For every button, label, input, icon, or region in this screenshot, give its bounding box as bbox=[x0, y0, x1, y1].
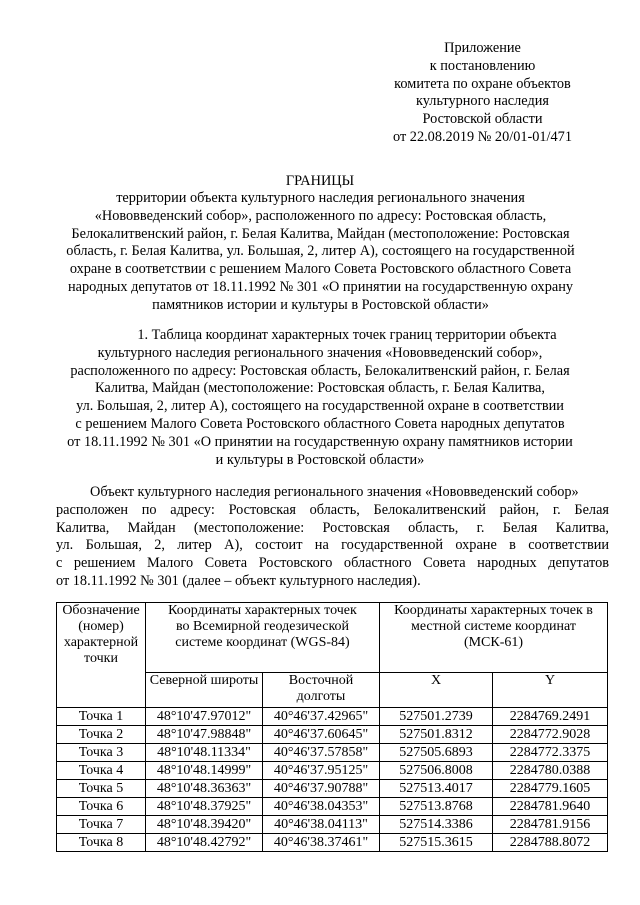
lon-cell: 40°46'37.90788" bbox=[263, 780, 380, 798]
section-line: от 18.11.1992 № 301 «О принятии на государственную охрану памятников истории bbox=[67, 433, 573, 450]
point-cell: Точка 8 bbox=[57, 834, 146, 852]
north-header: Северной широты bbox=[146, 673, 263, 708]
paragraph-line: Объект культурного наследия регионального значения «Нововведенский собор» bbox=[90, 484, 579, 500]
y-cell: 2284781.9640 bbox=[493, 798, 608, 816]
x-header: X bbox=[380, 673, 493, 708]
subtitle-line: охране в соответствии с решением Малого Совета Ростовского областного Совета bbox=[69, 261, 572, 278]
lat-cell: 48°10'48.37925" bbox=[146, 798, 263, 816]
point-cell: Точка 5 bbox=[57, 780, 146, 798]
appendix-line: к постановлению bbox=[429, 57, 536, 74]
subtitle-line: памятников истории и культуры в Ростовской области» bbox=[152, 296, 489, 313]
point-cell: Точка 7 bbox=[57, 816, 146, 834]
y-cell: 2284772.9028 bbox=[493, 726, 608, 744]
table-row bbox=[57, 726, 608, 744]
table-row bbox=[57, 798, 608, 816]
appendix-line: культурного наследия bbox=[416, 93, 549, 110]
y-cell: 2284779.1605 bbox=[493, 780, 608, 798]
paragraph-line: ул. Большая, 2, литер А), состоит на государственной охране в соответствии bbox=[56, 537, 609, 554]
lon-cell: 40°46'38.37461" bbox=[263, 834, 380, 852]
x-cell: 527505.6893 bbox=[380, 744, 493, 762]
y-cell: 2284780.0388 bbox=[493, 762, 608, 780]
subtitle-line: «Нововведенский собор», расположенного по адресу: Ростовская область, bbox=[94, 207, 547, 224]
wgs-header: Координаты характерных точек во Всемирной геодезической системе координат (WGS-84) bbox=[146, 603, 380, 673]
x-cell: 527506.8008 bbox=[380, 762, 493, 780]
section-line: ул. Большая, 2, литер А), состоящего на государственной охране в соответствии bbox=[76, 398, 564, 415]
paragraph-line: с решением Малого Совета Ростовского областного Совета народных депутатов bbox=[56, 555, 609, 572]
lon-cell: 40°46'37.42965" bbox=[263, 708, 380, 726]
point-cell: Точка 2 bbox=[57, 726, 146, 744]
lat-cell: 48°10'48.14999" bbox=[146, 762, 263, 780]
lon-cell: 40°46'37.60645" bbox=[263, 726, 380, 744]
point-cell: Точка 3 bbox=[57, 744, 146, 762]
section-heading bbox=[60, 327, 580, 469]
subtitle-line: область, г. Белая Калитва, ул. Большая, 2, литер А), состоящего на государственной bbox=[66, 243, 575, 260]
section-line: 1. Таблица координат характерных точек границ территории объекта bbox=[137, 327, 557, 343]
table-row bbox=[57, 762, 608, 780]
lon-cell: 40°46'38.04113" bbox=[263, 816, 380, 834]
point-cell: Точка 4 bbox=[57, 762, 146, 780]
lat-cell: 48°10'48.42792" bbox=[146, 834, 263, 852]
lon-cell: 40°46'37.57858" bbox=[263, 744, 380, 762]
table-row bbox=[57, 708, 608, 726]
coordinates-table bbox=[56, 602, 608, 852]
paragraph-line: расположен по адресу: Ростовская область, Белокалитвенский район, г. Белая bbox=[56, 501, 609, 518]
paragraph-line: от 18.11.1992 № 301 (далее – объект культурного наследия). bbox=[56, 572, 421, 589]
x-cell: 527501.8312 bbox=[380, 726, 493, 744]
x-cell: 527513.8768 bbox=[380, 798, 493, 816]
table-row bbox=[57, 834, 608, 852]
lat-cell: 48°10'48.36363" bbox=[146, 780, 263, 798]
table-row bbox=[57, 780, 608, 798]
table-row bbox=[57, 816, 608, 834]
appendix-line: Ростовской области bbox=[422, 111, 543, 128]
y-cell: 2284769.2491 bbox=[493, 708, 608, 726]
x-cell: 527501.2739 bbox=[380, 708, 493, 726]
subtitle-line: народных депутатов от 18.11.1992 № 301 «О принятии на государственную охрану bbox=[67, 278, 574, 295]
point-cell: Точка 6 bbox=[57, 798, 146, 816]
document-subtitle bbox=[56, 190, 585, 315]
section-line: с решением Малого Совета Ростовского областного Совета народных депутатов bbox=[75, 415, 565, 432]
subtitle-line: Белокалитвенский район, г. Белая Калитва, Майдан (местоположение: Ростовская bbox=[71, 225, 570, 242]
table-header-row bbox=[57, 603, 608, 673]
table-row bbox=[57, 744, 608, 762]
y-cell: 2284781.9156 bbox=[493, 816, 608, 834]
lat-cell: 48°10'47.97012" bbox=[146, 708, 263, 726]
section-line: культурного наследия регионального значения «Нововведенский собор», bbox=[97, 344, 543, 361]
y-cell: 2284772.3375 bbox=[493, 744, 608, 762]
body-paragraph bbox=[56, 484, 609, 591]
x-cell: 527513.4017 bbox=[380, 780, 493, 798]
msk-header: Координаты характерных точек в местной системе координат (МСК-61) bbox=[380, 603, 608, 673]
east-header: Восточной долготы bbox=[263, 673, 380, 708]
y-cell: 2284788.8072 bbox=[493, 834, 608, 852]
appendix-line: Приложение bbox=[444, 40, 521, 56]
section-line: и культуры в Ростовской области» bbox=[215, 451, 425, 468]
point-cell: Точка 1 bbox=[57, 708, 146, 726]
subtitle-line: территории объекта культурного наследия регионального значения bbox=[116, 190, 525, 206]
y-header: Y bbox=[493, 673, 608, 708]
section-line: расположенного по адресу: Ростовская область, Белокалитвенский район, г. Белая bbox=[70, 362, 570, 379]
appendix-line: от 22.08.2019 № 20/01-01/471 bbox=[393, 128, 572, 145]
document-title: ГРАНИЦЫ bbox=[285, 173, 355, 189]
appendix-line: комитета по охране объектов bbox=[394, 75, 571, 92]
x-cell: 527514.3386 bbox=[380, 816, 493, 834]
paragraph-line: Калитва, Майдан (местоположение: Ростовская область, г. Белая Калитва, bbox=[56, 519, 609, 536]
appendix-block bbox=[365, 40, 600, 147]
lat-cell: 48°10'47.98848" bbox=[146, 726, 263, 744]
lat-cell: 48°10'48.39420" bbox=[146, 816, 263, 834]
lat-cell: 48°10'48.11334" bbox=[146, 744, 263, 762]
lon-cell: 40°46'37.95125" bbox=[263, 762, 380, 780]
point-header: Обозначение (номер) характерной точки bbox=[57, 603, 146, 708]
x-cell: 527515.3615 bbox=[380, 834, 493, 852]
lon-cell: 40°46'38.04353" bbox=[263, 798, 380, 816]
section-line: Калитва, Майдан (местоположение: Ростовская область, г. Белая Калитва, bbox=[95, 380, 545, 397]
